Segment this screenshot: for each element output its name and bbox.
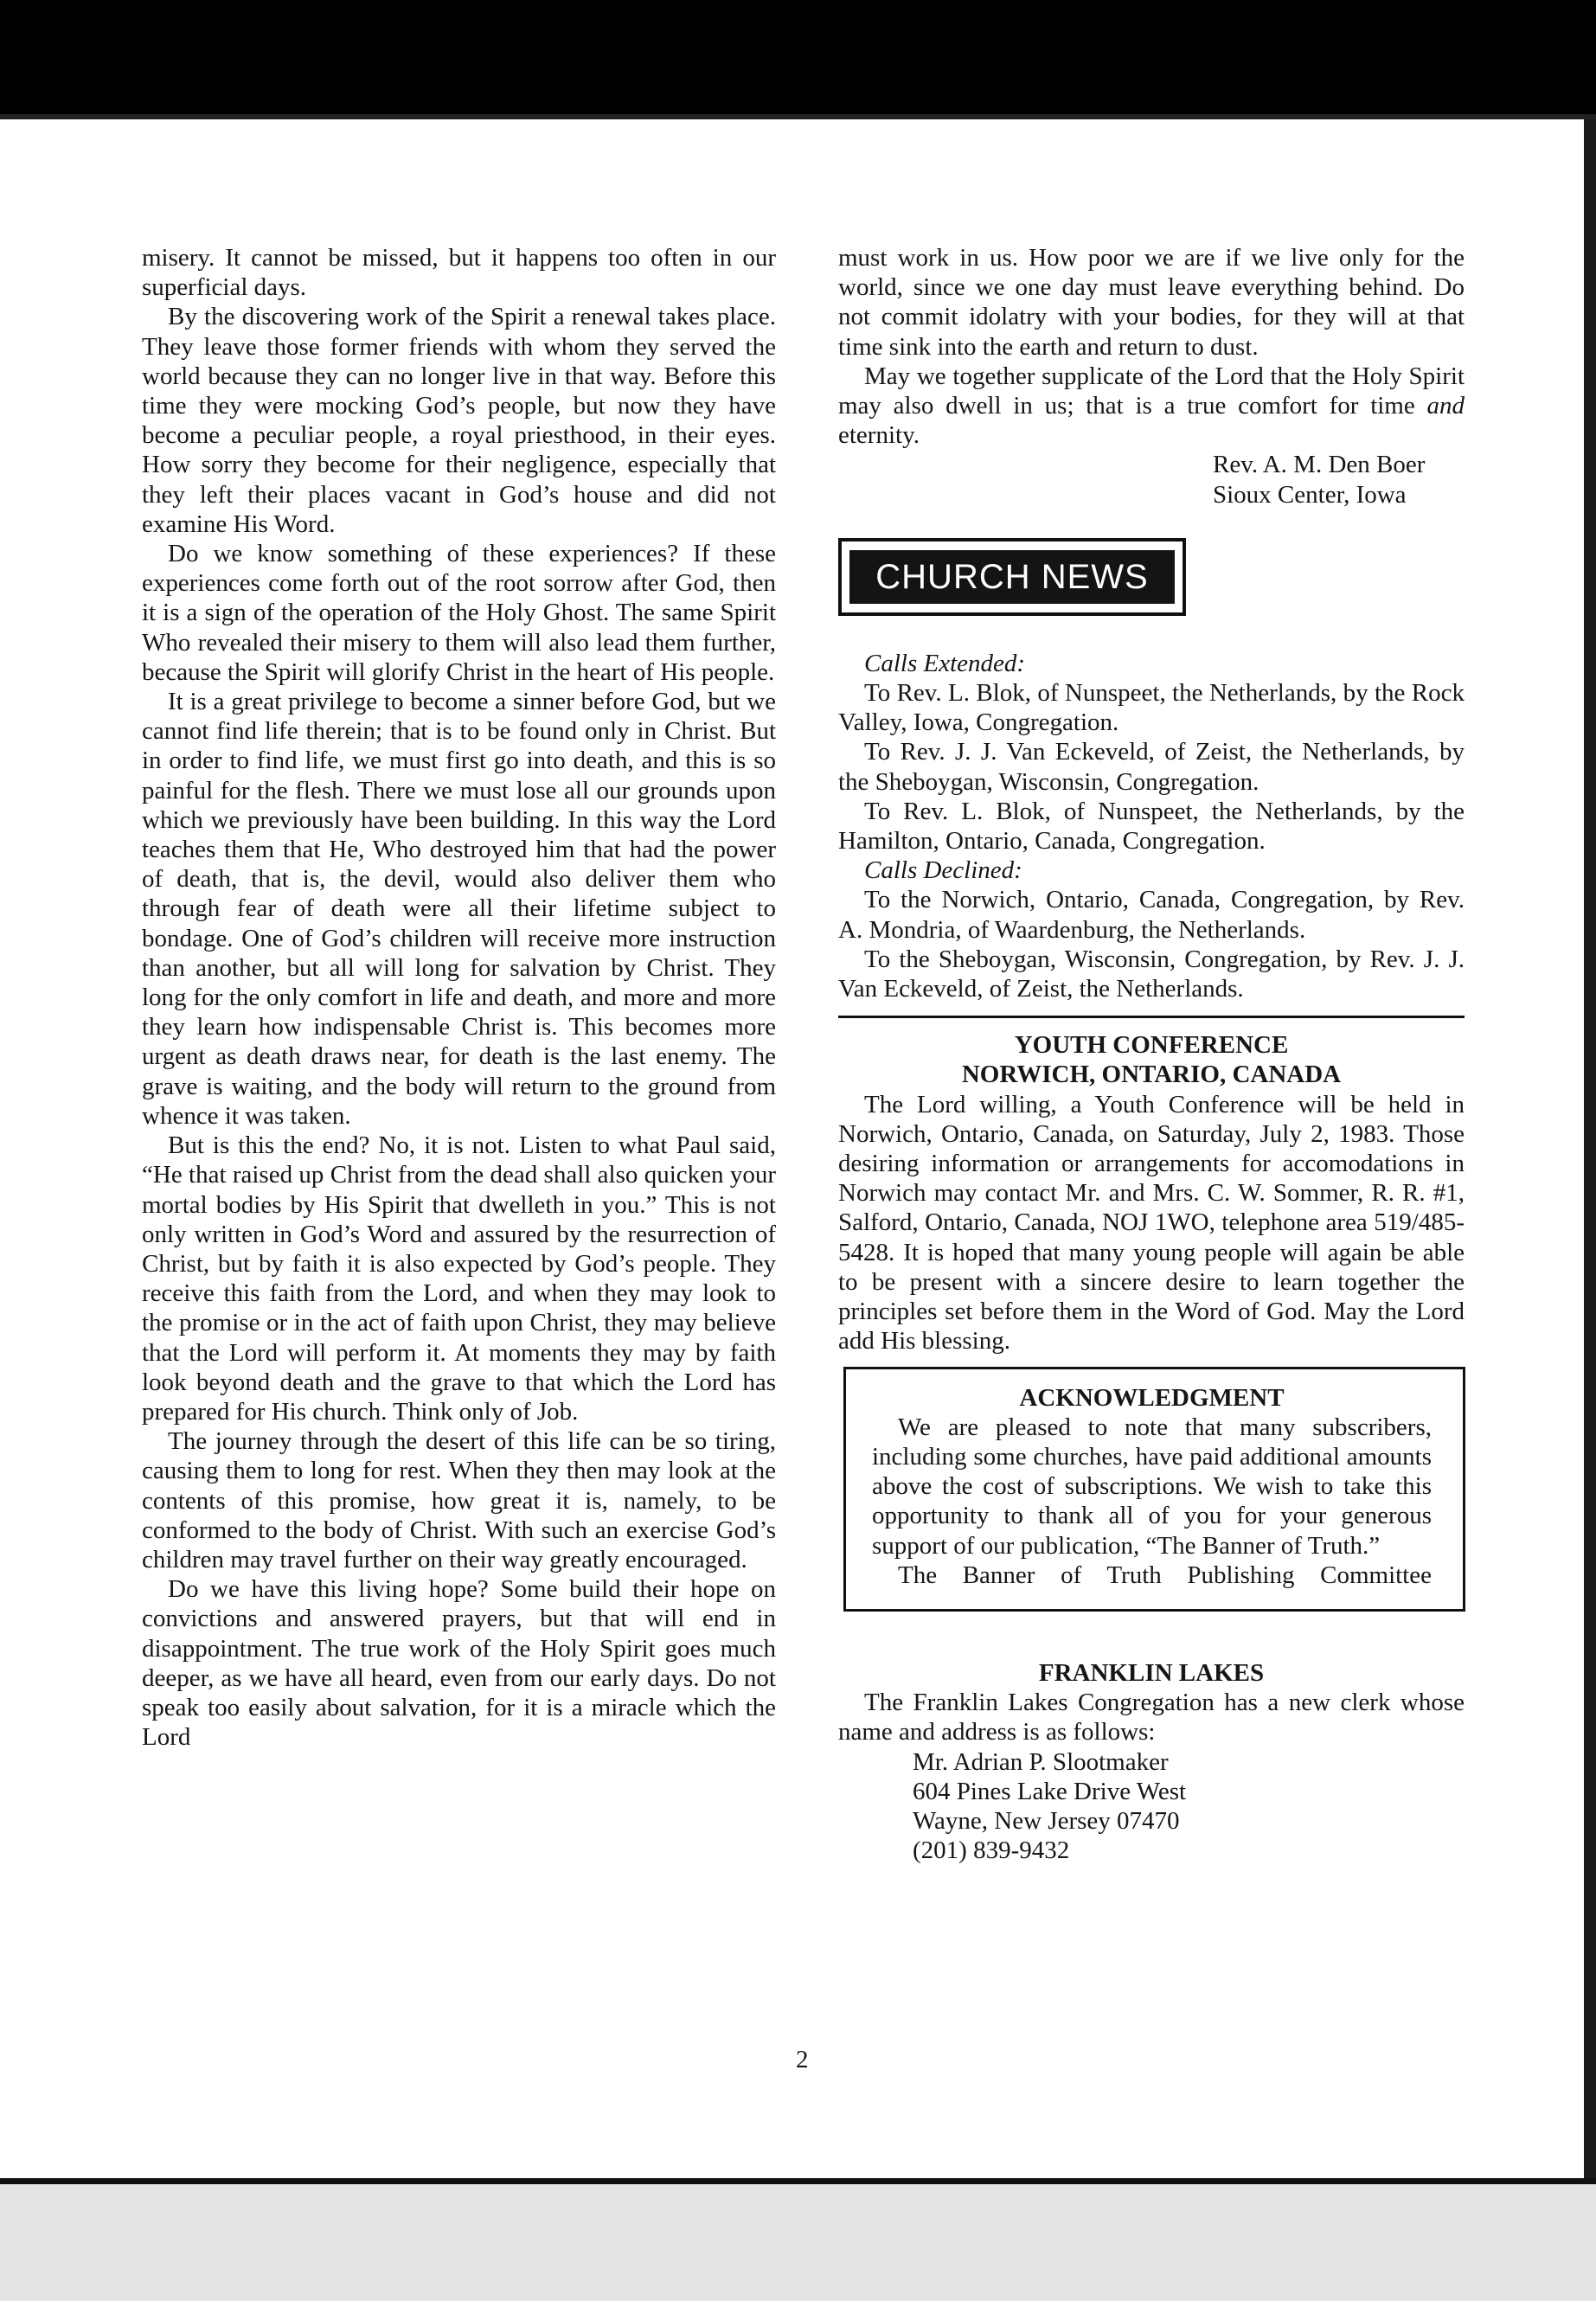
church-news-banner (838, 538, 1465, 621)
address-line: Wayne, New Jersey 07470 (913, 1806, 1180, 1835)
text-span: eternity. (838, 421, 920, 450)
paragraph: must work in us. How poor we are if we live only for the world, since we one day must leave everything behind. Do not commit idolatry with your bodies, for they will at that time sink into the earth and return to dust. (838, 244, 1465, 361)
calls-extended-label: Calls Extended: (864, 649, 1026, 677)
text-span: May we together supplicate of the Lord that the Holy Spirit may also dwell in us; that is a true comfort for time (838, 362, 1465, 420)
scan-border-right (1584, 119, 1596, 2206)
acknowledgment-body: We are pleased to note that many subscribers, including some churches, have paid additional amounts above the cost of subscriptions. We wish to take this opportunity to thank all of you for your generous support of our publication, “The Banner of Truth.” (872, 1413, 1432, 1560)
news-item: To the Sheboygan, Wisconsin, Congregation, by Rev. J. J. Van Eckeveld, of Zeist, the Netherlands. (838, 945, 1465, 1003)
scan-edge-bottom (0, 2178, 1596, 2184)
paragraph: But is this the end? No, it is not. Listen to what Paul said, “He that raised up Christ from the dead shall also quicken your mortal bodies by His Spirit that dwelleth in you.” This is not only written in God’s Word and assured by the resurrection of Christ, but by faith it is also expected by God’s people. They receive this faith from the Lord, and when they may look to the promise or in the act of faith upon Christ, they may believe that the Lord will perform it. At moments they may by faith look beyond death and the grave to that which the Lord has prepared for His church. Think only of Job. (142, 1131, 776, 1426)
paragraph: Do we have this living hope? Some build their hope on convictions and answered prayers, but that will end in disappointment. The true work of the Holy Spirit goes much deeper, as we have all heard, even from our early days. Do not speak too easily about salvation, for it is a miracle which the Lord (142, 1575, 776, 1752)
scan-edge-top (0, 114, 1596, 119)
news-item: To Rev. L. Blok, of Nunspeet, the Netherlands, by the Hamilton, Ontario, Canada, Congregation. (838, 797, 1465, 856)
acknowledgment-box (843, 1367, 1465, 1612)
author-signature-place: Sioux Center, Iowa (1213, 480, 1407, 509)
news-item: To the Norwich, Ontario, Canada, Congregation, by Rev. A. Mondria, of Waardenburg, the Netherlands. (838, 886, 1465, 944)
scan-border-top (0, 0, 1596, 114)
page-number: 2 (796, 2046, 809, 2073)
franklin-lakes-section (838, 1658, 1465, 1865)
paragraph: The journey through the desert of this life can be so tiring, causing them to long for rest. When they then may look at the contents of this promise, how great it is, namely, to be conformed to the body of Christ. With such an exercise God’s children may travel further on their way greatly encouraged. (142, 1427, 776, 1574)
section-divider (838, 1016, 1465, 1018)
church-news-frame (838, 538, 1186, 616)
right-column (838, 243, 1465, 1865)
paragraph: By the discovering work of the Spirit a renewal takes place. They leave those former friends with whom they served the world because they can no longer live in that way. Before this time they were mocking God’s people, but now they have become a peculiar people, a royal priesthood, in their eyes. How sorry they become for their negligence, especially that they left their places vacant in God’s house and did not examine His Word. (142, 303, 776, 538)
franklin-lakes-body: The Franklin Lakes Congregation has a new clerk whose name and address is as follows: (838, 1689, 1465, 1747)
youth-conference-body: The Lord willing, a Youth Conference will be held in Norwich, Ontario, Canada, on Saturday, July 2, 1983. Those desiring information or arrangements for accomodations in Norwich may contact Mr. and Mrs. C. W. Sommer, R. R. #1, Salford, Ontario, Canada, NOJ 1WO, telephone area 519/485-5428. It is hoped that many young people will again be able to be present with a sincere desire to learn together the principles set before them in the Word of God. May the Lord add His blessing. (838, 1090, 1465, 1356)
address-line: 604 Pines Lake Drive West (913, 1777, 1187, 1805)
news-item: To Rev. J. J. Van Eckeveld, of Zeist, the Netherlands, by the Sheboygan, Wisconsin, Congregation. (838, 738, 1465, 796)
paragraph: It is a great privilege to become a sinner before God, but we cannot find life therein; that is to be found only in Christ. But in order to find life, we must first go into death, and this is so painful for the flesh. There we must lose all our grounds upon which we previously have been building. In this way the Lord teaches them that He, Who destroyed him that had the power of death, that is, the devil, would also deliver them who through fear of death were all their lifetime subject to bondage. One of God’s children will receive more instruction than another, but all will long for salvation by Christ. They long for the only comfort in life and death, and more and more they learn how indispensable Christ is. This becomes more urgent as death draws near, for death is the last enemy. The grave is waiting, and the body will return to the ground from whence it was taken. (142, 688, 776, 1130)
acknowledgment-committee: The Banner of Truth Publishing Committee (898, 1561, 1432, 1589)
youth-conference-subheading: NORWICH, ONTARIO, CANADA (961, 1061, 1342, 1089)
paragraph (838, 362, 1465, 451)
news-item: To Rev. L. Blok, of Nunspeet, the Netherlands, by the Rock Valley, Iowa, Congregation. (838, 679, 1465, 737)
church-news-title: CHURCH NEWS (849, 550, 1175, 604)
franklin-lakes-heading: FRANKLIN LAKES (1038, 1658, 1265, 1687)
acknowledgment-heading: ACKNOWLEDGMENT (1019, 1383, 1285, 1412)
calls-declined-label: Calls Declined: (864, 856, 1022, 885)
paragraph: misery. It cannot be missed, but it happens too often in our superficial days. (142, 244, 776, 302)
paragraph: Do we know something of these experiences? If these experiences come forth out of the root sorrow after God, then it is a sign of the operation of the Holy Ghost. The same Spirit Who revealed their misery to them will also lead them further, because the Spirit will glorify Christ in the heart of His people. (142, 540, 776, 686)
address-line: (201) 839-9432 (913, 1836, 1070, 1865)
text-italic: and (1426, 392, 1465, 420)
youth-conference-heading: YOUTH CONFERENCE (1014, 1031, 1289, 1060)
author-signature-name: Rev. A. M. Den Boer (1213, 451, 1426, 479)
scan-border-bottom (0, 2184, 1596, 2301)
left-column (142, 243, 776, 1752)
address-line: Mr. Adrian P. Slootmaker (913, 1747, 1169, 1776)
